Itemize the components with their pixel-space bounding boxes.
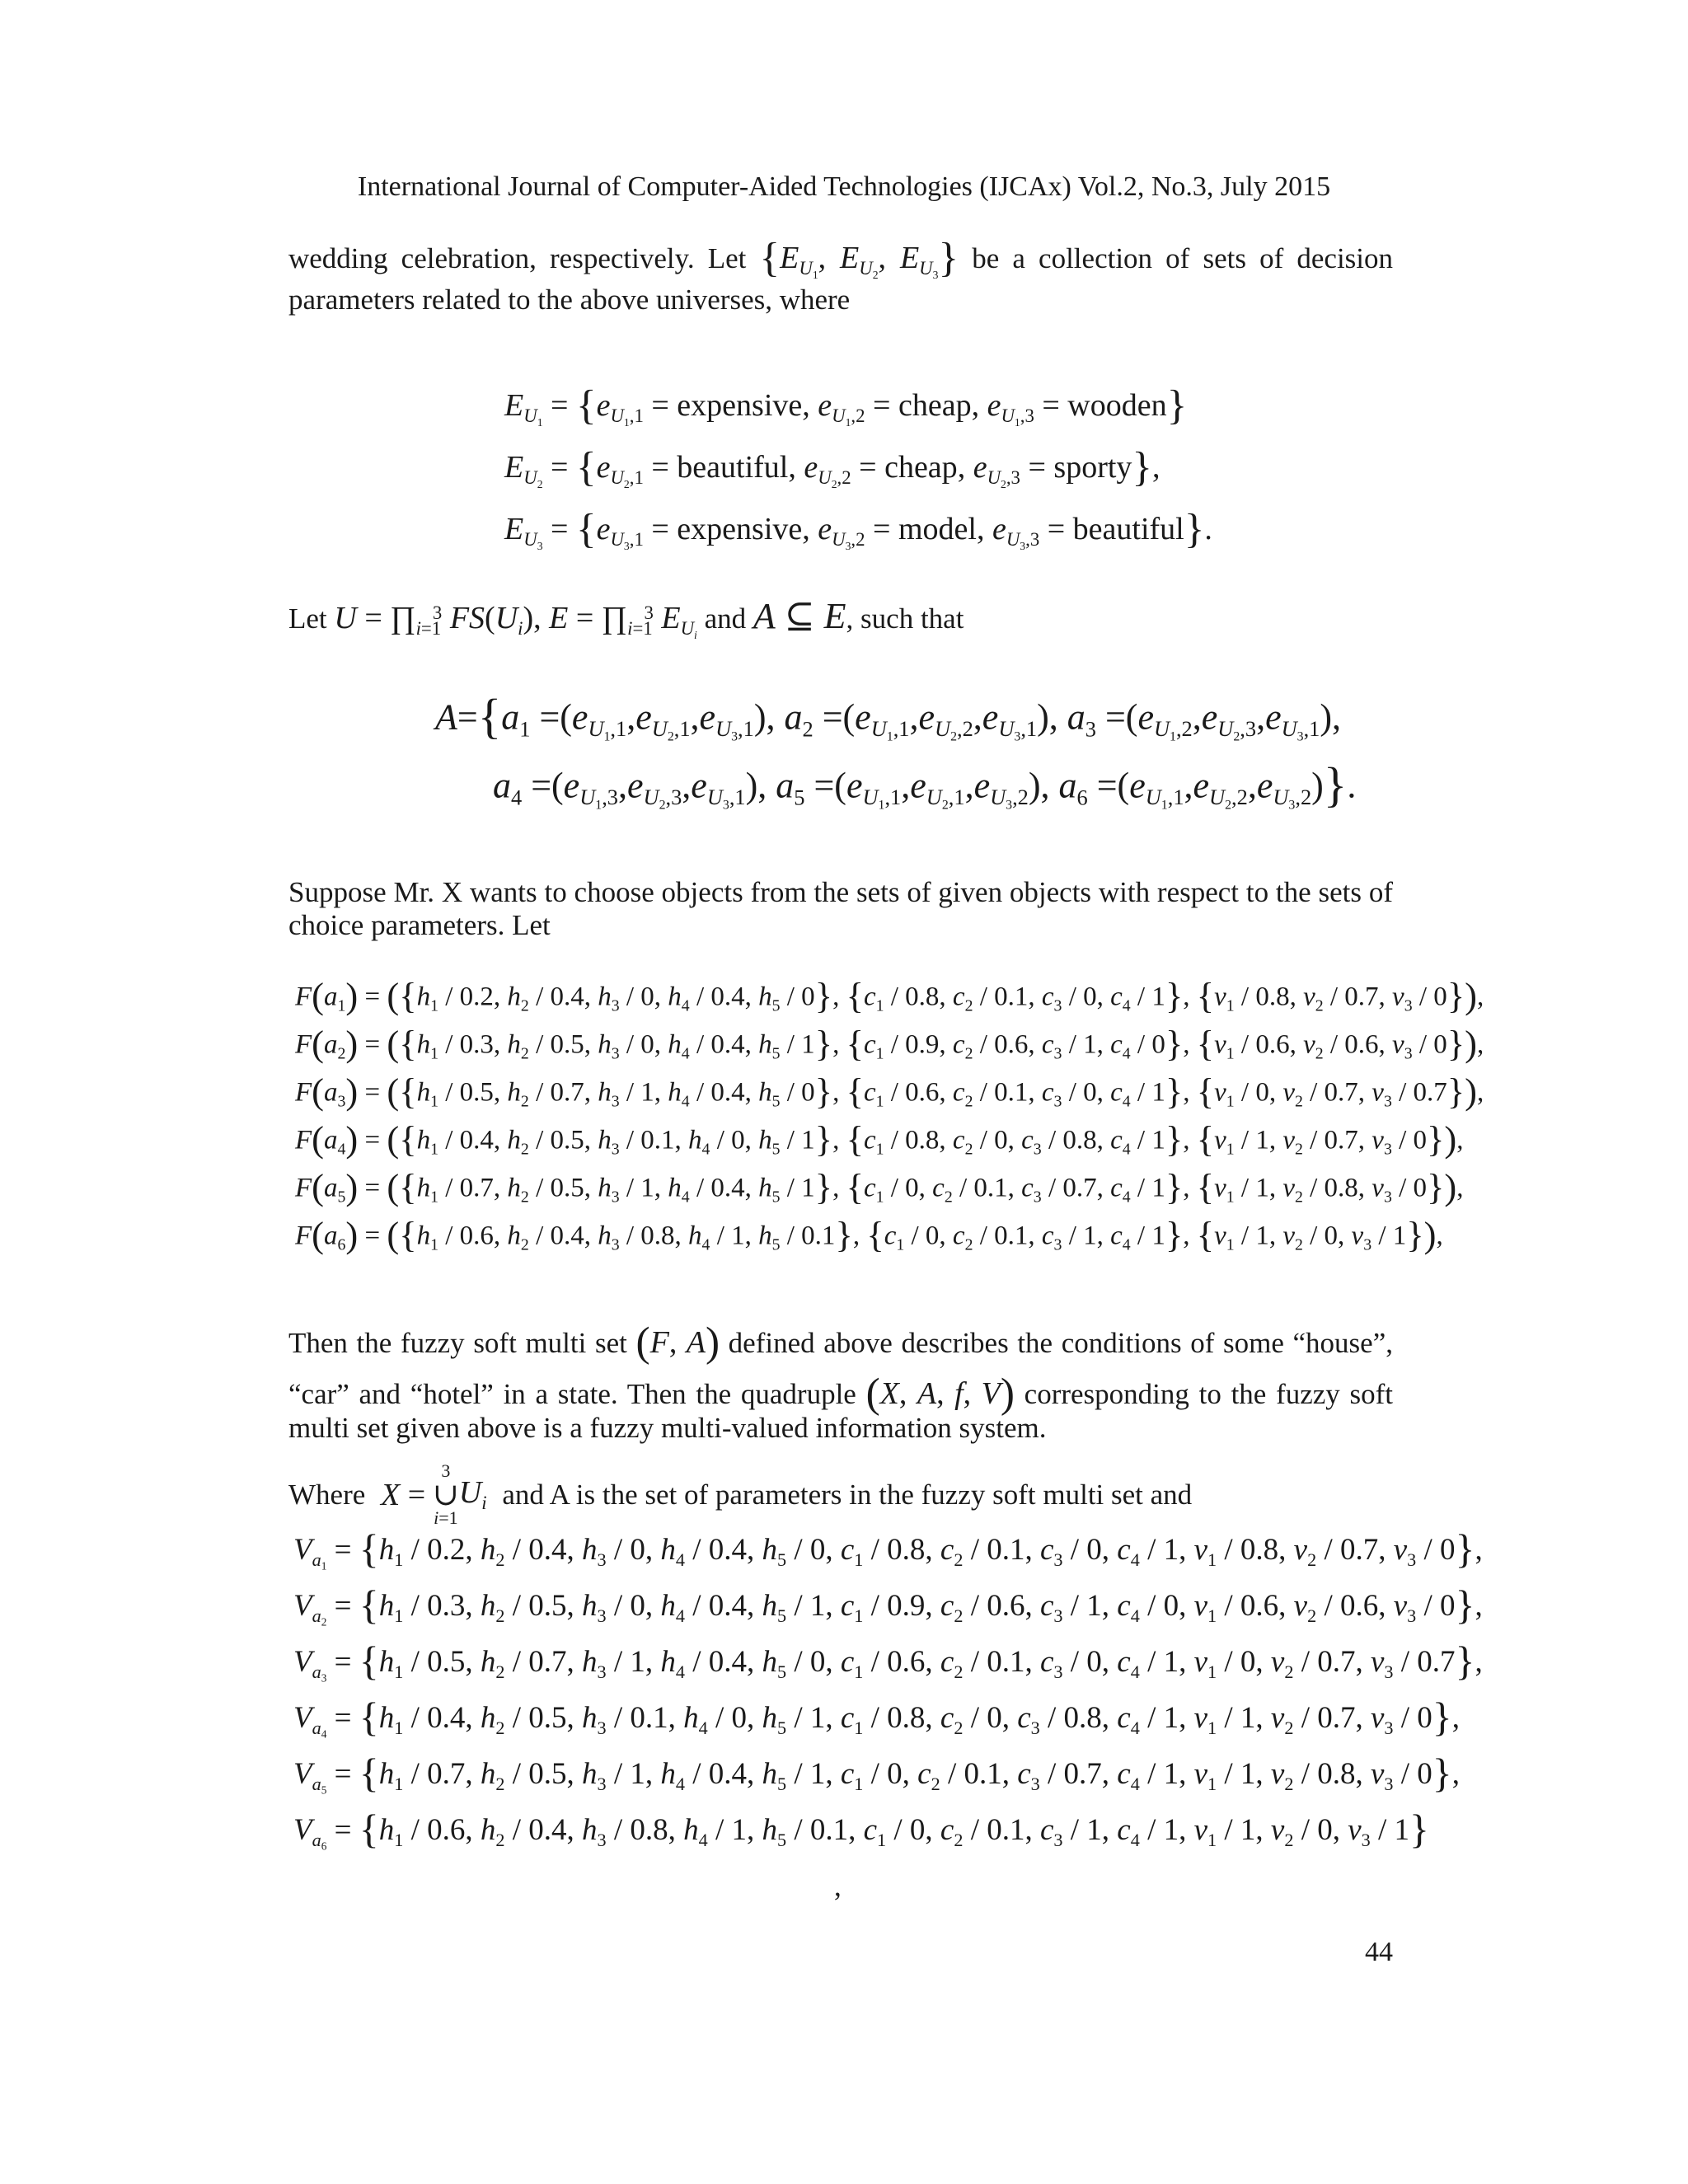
where-line: Where X = 3 ∪ i=1 $U_i$ and A is the set of parameters in the fuzzy soft multi set and bbox=[288, 1460, 1193, 1528]
eq-EU1: $E_{U_1} = \{e_{U_1,1}$ = expensive, $e_{U_1,2}$ = cheap, $e_{U_1,3}$ = wooden} bbox=[504, 382, 1188, 429]
para3-line2-end: corresponding to the fuzzy soft bbox=[1024, 1377, 1394, 1410]
f-equation-line: $F(a_3) = (\{h_1 / 0.5$, $h_2 / 0.7$, $h_3 / 1$, $h_4 / 0.4$, $h_5 / 0$}, {$c_1 / 0.6$, $c_2 / 0.1$, $c_3 / 0$, $c_4 / 1$}, {$v_1 / 0$, $v_2 / 0.7$, $v_3 / 0.7$}), bbox=[295, 1071, 1484, 1112]
where-word: Where bbox=[288, 1479, 366, 1511]
union-operator: 3 ∪ i=1 bbox=[432, 1460, 459, 1528]
f-equation-line: $F(a_2) = (\{h_1 / 0.3$, $h_2 / 0.5$, $h_3 / 0$, $h_4 / 0.4$, $h_5 / 1$}, {$c_1 / 0.9$, $c_2 / 0.6$, $c_3 / 1$, $c_4 / 0$}, {$v_1 / 0.6$, $v_2 / 0.6$, $v_3 / 0$}), bbox=[295, 1023, 1484, 1064]
where-rest: and A is the set of parameters in the fuzzy soft multi set and bbox=[502, 1479, 1193, 1511]
para1-line2: parameters related to the above universes, where bbox=[288, 284, 851, 316]
u2-param-2: cheap bbox=[884, 449, 958, 485]
para1-line1-start: wedding celebration, respectively. Let bbox=[288, 241, 747, 274]
u3-param-2: model bbox=[898, 511, 977, 546]
v-equation-line: $V_{a_3} = \{h_1 / 0.5$, $h_2 / 0.7$, $h_3 / 1$, $h_4 / 0.4$, $h_5 / 0$, $c_1 / 0.6$, $c_2 / 0.1$, $c_3 / 0$, $c_4 / 1$, $v_1 / 0$, $v_2 / 0.7$, $v_3 / 0.7$}, bbox=[293, 1638, 1483, 1685]
f-equation-line: $F(a_6) = (\{h_1 / 0.6$, $h_2 / 0.4$, $h_3 / 0.8$, $h_4 / 1$, $h_5 / 0.1$}, {$c_1 / 0$, $c_2 / 0.1$, $c_3 / 1$, $c_4 / 1$}, {$v_1 / 1$, $v_2 / 0$, $v_3 / 1$}), bbox=[295, 1214, 1443, 1255]
running-header: International Journal of Computer-Aided Technologies (IJCAx) Vol.2, No.3, July 2015 bbox=[357, 171, 1331, 202]
eq-A-line1: $A=\{a_1 =(e_{U_1,1},e_{U_2,1},e_{U_3,1})$, $a_2 =(e_{U_1,1},e_{U_2,2},e_{U_3,1})$, $a_3 =(e_{U_1,2},e_{U_2,3},e_{U_3,1})$, bbox=[435, 689, 1342, 745]
para3-line3: multi set given above is a fuzzy multi-valued information system. bbox=[288, 1412, 1047, 1444]
u1-param-1: expensive bbox=[677, 387, 803, 423]
u1-param-2: cheap bbox=[898, 387, 972, 423]
f-equation-line: $F(a_5) = (\{h_1 / 0.7$, $h_2 / 0.5$, $h_3 / 1$, $h_4 / 0.4$, $h_5 / 1$}, {$c_1 / 0$, $c_2 / 0.1$, $c_3 / 0.7$, $c_4 / 1$}, {$v_1 / 1$, $v_2 / 0.8$, $v_3 / 0$}), bbox=[295, 1166, 1464, 1207]
v-equation-line: $V_{a_4} = \{h_1 / 0.4$, $h_2 / 0.5$, $h_3 / 0.1$, $h_4 / 0$, $h_5 / 1$, $c_1 / 0.8$, $c_2 / 0$, $c_3 / 0.8$, $c_4 / 1$, $v_1 / 1$, $v_2 / 0.7$, $v_3 / 0$}, bbox=[293, 1694, 1461, 1741]
let-word: Let bbox=[288, 602, 327, 635]
f-equation-line: $F(a_1) = (\{h_1 / 0.2$, $h_2 / 0.4$, $h_3 / 0$, $h_4 / 0.4$, $h_5 / 0$}, {$c_1 / 0.8$, $c_2 / 0.1$, $c_3 / 0$, $c_4 / 1$}, {$v_1 / 0.8$, $v_2 / 0.7$, $v_3 / 0$}), bbox=[295, 975, 1484, 1016]
para2-line1: Suppose Mr. X wants to choose objects from the sets of given objects with respect to the sets of bbox=[288, 876, 1393, 908]
page-number: 44 bbox=[1365, 1937, 1393, 1967]
v-equation-line: $V_{a_5} = \{h_1 / 0.7$, $h_2 / 0.5$, $h_3 / 1$, $h_4 / 0.4$, $h_5 / 1$, $c_1 / 0$, $c_2 / 0.1$, $c_3 / 0.7$, $c_4 / 1$, $v_1 / 1$, $v_2 / 0.8$, $v_3 / 0$}, bbox=[293, 1750, 1461, 1797]
and-word: and bbox=[704, 602, 747, 635]
u3-param-1: expensive bbox=[677, 511, 803, 546]
para3-line2-start: “car” and “hotel” in a state. Then the quadruple bbox=[288, 1377, 856, 1410]
collection-symbol: {$E_{U_1}$, $E_{U_2}$, $E_{U_3}$} bbox=[759, 234, 959, 281]
para1-line1 bbox=[288, 232, 1393, 284]
u2-param-3: sporty bbox=[1053, 449, 1132, 485]
let-line: Let $U = \prod_{i=1}^3$ $FS(U_i)$, $E = \prod_{i=1}^3$ $E_{U_i}$ and A ⊆ E, such that bbox=[288, 596, 964, 641]
eq-EU2: $E_{U_2} = \{e_{U_2,1}$ = beautiful, $e_{U_2,2}$ = cheap, $e_{U_2,3}$ = sporty}, bbox=[504, 443, 1160, 490]
u1-param-3: wooden bbox=[1067, 387, 1167, 423]
eq-EU3: $E_{U_3} = \{e_{U_3,1}$ = expensive, $e_{U_3,2}$ = model, $e_{U_3,3}$ = beautiful}. bbox=[504, 505, 1212, 552]
para3-line1-end: defined above describes the conditions of some “house”, bbox=[728, 1326, 1393, 1359]
eq-A-line2: $a_4 =(e_{U_1,3},e_{U_2,3},e_{U_3,1})$, $a_5 =(e_{U_1,1},e_{U_2,1},e_{U_3,2})$, $a_6 =(e_{U_1,1},e_{U_2,2},e_{U_3,2})$}. bbox=[493, 757, 1357, 813]
para3-line1: Then the fuzzy soft multi set (F, A) defined above describes the conditions of some “house”, bbox=[288, 1319, 1393, 1366]
v-equation-line: $V_{a_2} = \{h_1 / 0.3$, $h_2 / 0.5$, $h_3 / 0$, $h_4 / 0.4$, $h_5 / 1$, $c_1 / 0.9$, $c_2 / 0.6$, $c_3 / 1$, $c_4 / 0$, $v_1 / 0.6$, $v_2 / 0.6$, $v_3 / 0$}, bbox=[293, 1582, 1483, 1629]
para2-line2: choice parameters. Let bbox=[288, 909, 551, 941]
such-that: , such that bbox=[846, 602, 964, 635]
u3-param-3: beautiful bbox=[1072, 511, 1184, 546]
para3-line1-start: Then the fuzzy soft multi set bbox=[288, 1326, 627, 1359]
para1-line1-end: be a collection of sets of decision bbox=[972, 241, 1394, 274]
f-equation-line: $F(a_4) = (\{h_1 / 0.4$, $h_2 / 0.5$, $h_3 / 0.1$, $h_4 / 0$, $h_5 / 1$}, {$c_1 / 0.8$, $c_2 / 0$, $c_3 / 0.8$, $c_4 / 1$}, {$v_1 / 1$, $v_2 / 0.7$, $v_3 / 0$}), bbox=[295, 1118, 1464, 1160]
v-equation-line: $V_{a_1} = \{h_1 / 0.2$, $h_2 / 0.4$, $h_3 / 0$, $h_4 / 0.4$, $h_5 / 0$, $c_1 / 0.8$, $c_2 / 0.1$, $c_3 / 0$, $c_4 / 1$, $v_1 / 0.8$, $v_2 / 0.7$, $v_3 / 0$}, bbox=[293, 1526, 1483, 1572]
trailing-comma: , bbox=[834, 1870, 842, 1902]
para3-line2: “car” and “hotel” in a state. Then the quadruple (X, A, f, V) corresponding to the fuzzy soft bbox=[288, 1370, 1394, 1417]
u2-param-1: beautiful bbox=[677, 449, 789, 485]
v-equation-line: $V_{a_6} = \{h_1 / 0.6$, $h_2 / 0.4$, $h_3 / 0.8$, $h_4 / 1$, $h_5 / 0.1$, $c_1 / 0$, $c_2 / 0.1$, $c_3 / 1$, $c_4 / 1$, $v_1 / 1$, $v_2 / 0$, $v_3 / 1$} bbox=[293, 1806, 1430, 1853]
